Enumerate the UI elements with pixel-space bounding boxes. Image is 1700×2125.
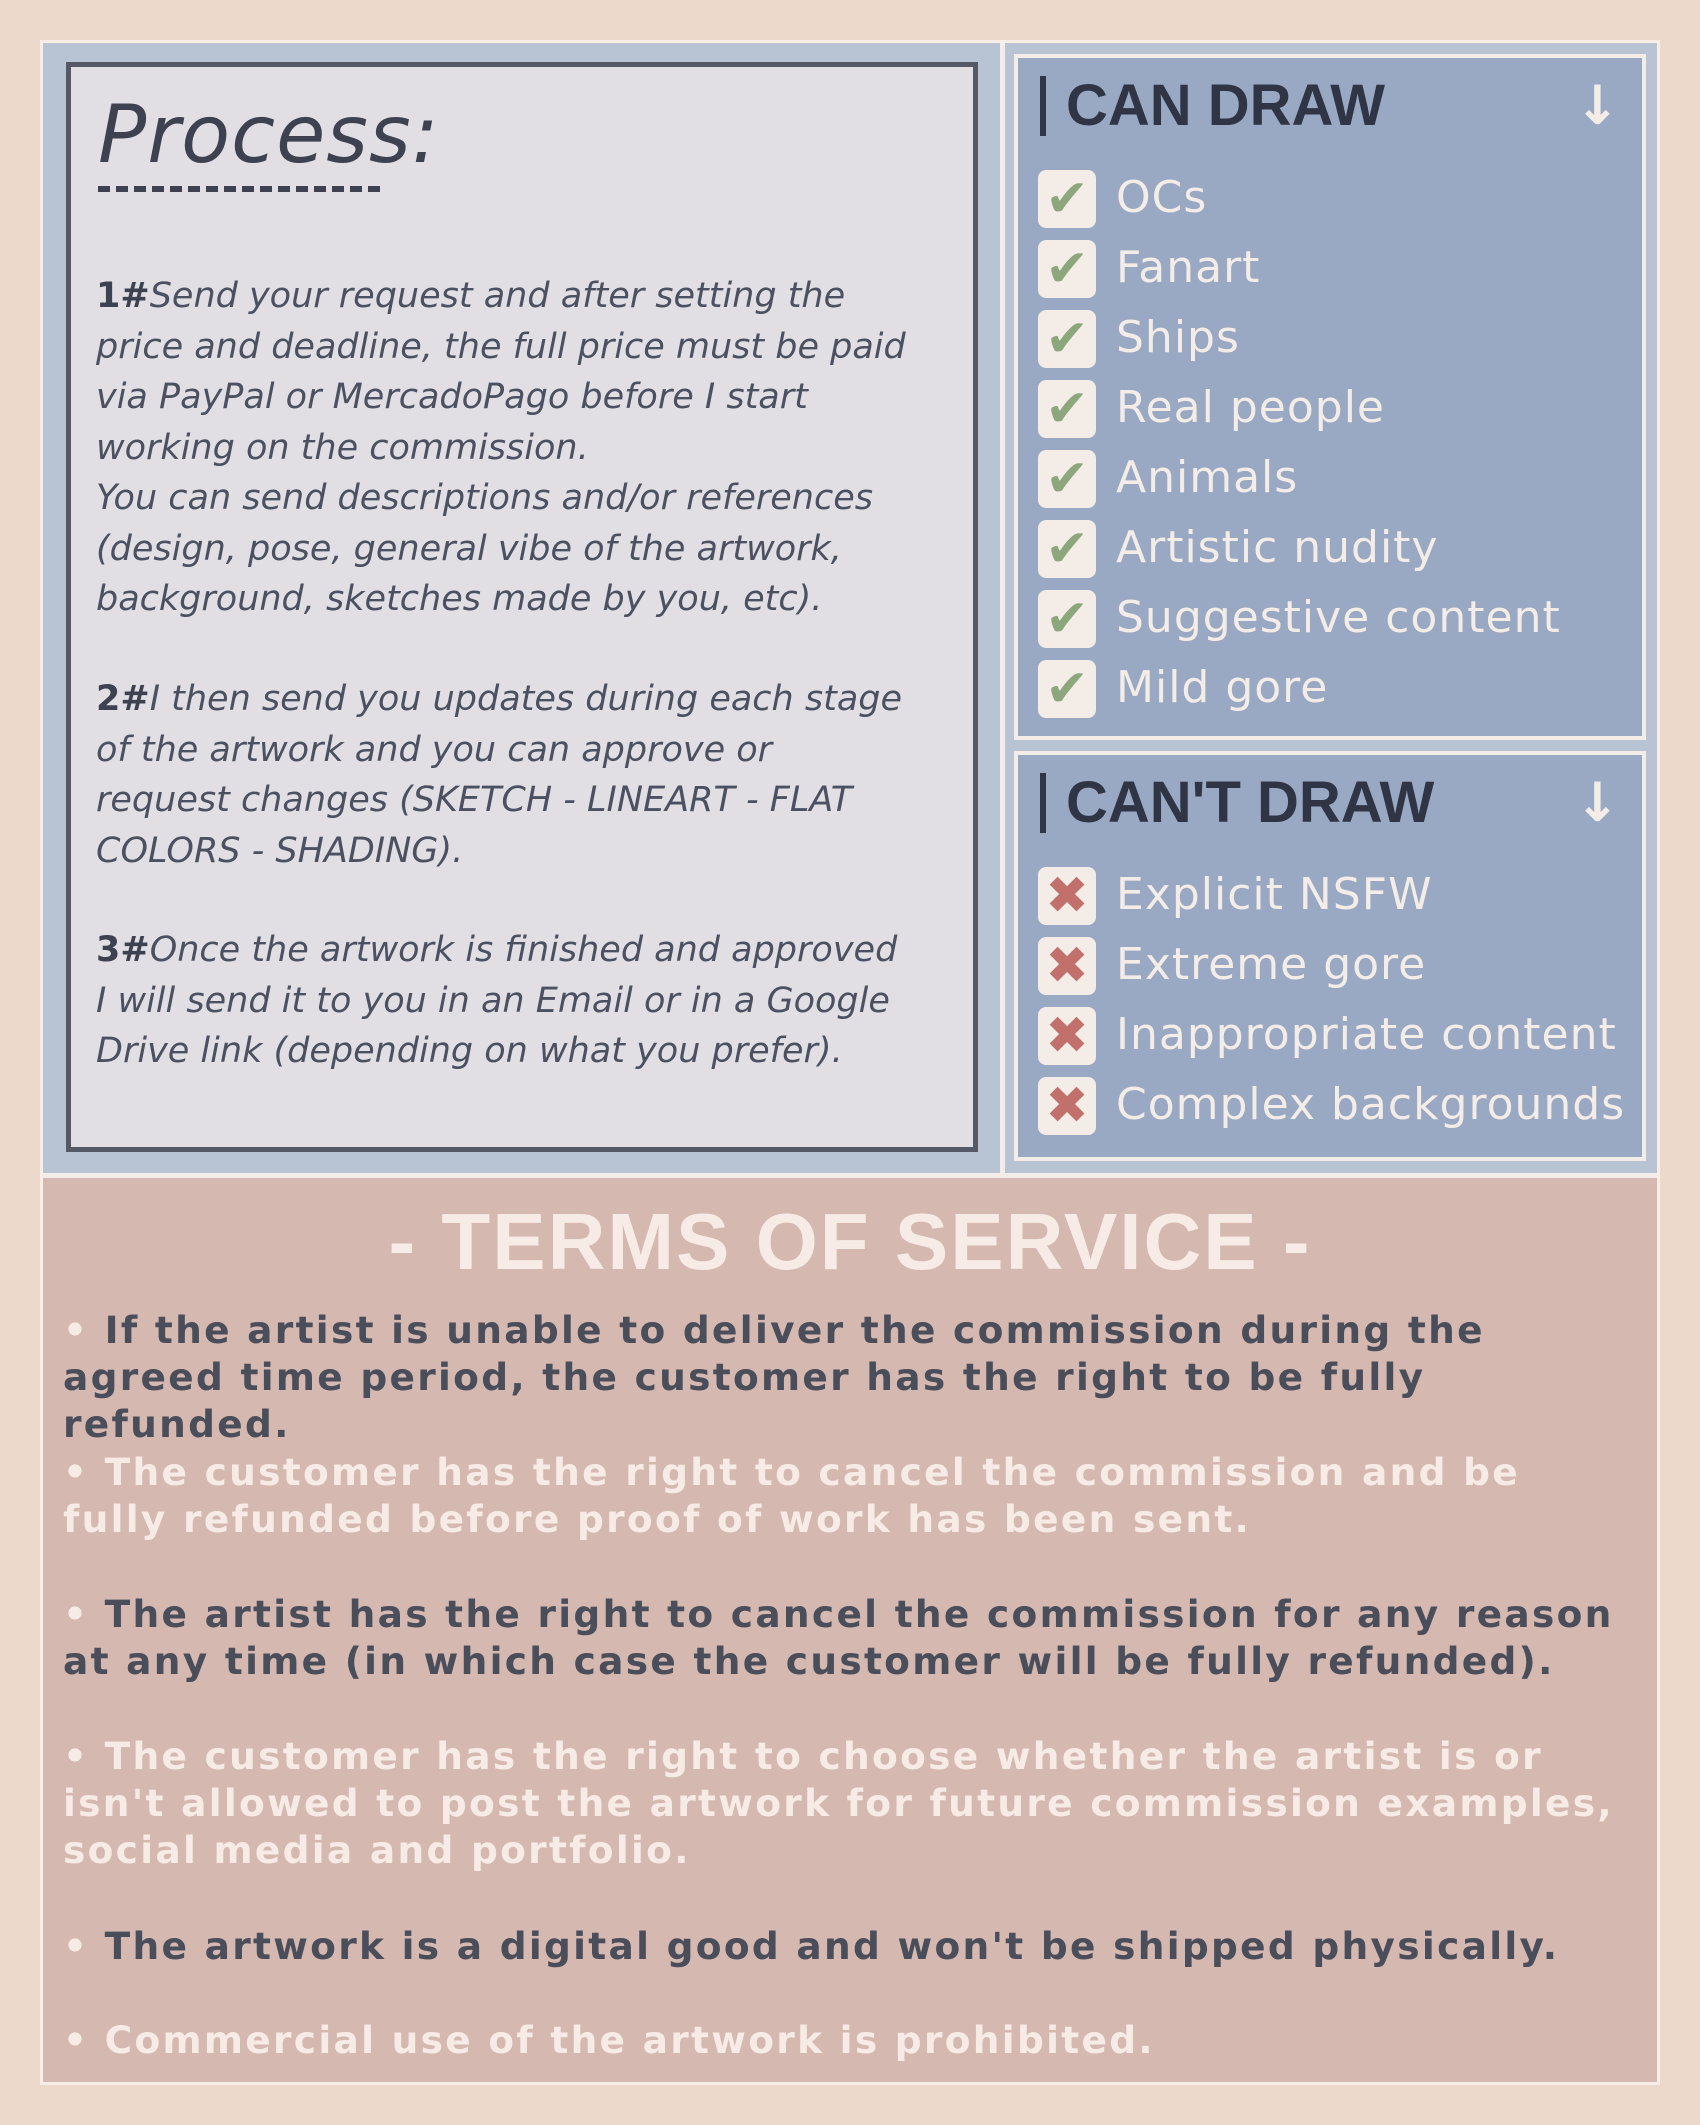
bullet-icon: • [63,1592,90,1636]
tos-item [63,1449,1623,1543]
checkbox-icon [1038,590,1096,648]
can-draw-item [1028,658,1640,720]
check-icon: ✔ [1045,659,1089,719]
step-text: Once the artwork is finished and approved I will send it to you in an Email or in a Google Drive link (depending on what you prefer). [96,930,898,1071]
item-label: Mild gore [1116,662,1329,713]
item-label: Explicit NSFW [1116,869,1433,920]
checkbox-icon [1038,660,1096,718]
checkbox-icon [1038,380,1096,438]
tos-item [63,1307,1623,1448]
can-draw-item [1028,168,1640,230]
item-label: Real people [1116,382,1385,433]
item-label: Extreme gore [1116,939,1427,990]
check-icon: ✔ [1045,449,1089,509]
cant-draw-item [1028,935,1640,997]
check-icon: ✔ [1045,519,1089,579]
cross-icon: ✖ [1045,1076,1089,1136]
bullet-icon: • [63,1734,90,1778]
tos-item-text: If the artist is unable to deliver the commission during the agreed time period, the customer has the right to be fully refunded. [63,1308,1485,1446]
checkbox-icon [1038,170,1096,228]
item-label: Animals [1116,452,1299,503]
checkbox-icon [1038,1007,1096,1065]
checkbox-icon [1038,240,1096,298]
cant-draw-item [1028,1005,1640,1067]
tos-item [63,1591,1623,1685]
can-draw-item [1028,378,1640,440]
bullet-icon: • [63,1450,90,1494]
process-step-1 [96,271,956,625]
process-step-3 [96,925,956,1077]
item-label: Ships [1116,312,1240,363]
step-number: 2# [96,679,150,719]
cross-icon: ✖ [1045,866,1089,926]
checkbox-icon [1038,520,1096,578]
process-step-2 [96,674,956,876]
item-label: Complex backgrounds [1116,1079,1626,1130]
tos-item-text: The artist has the right to cancel the commission for any reason at any time (in which case the customer will be fully refunded). [63,1592,1614,1683]
item-label: Artistic nudity [1116,522,1439,573]
can-draw-item [1028,238,1640,300]
can-draw-item [1028,588,1640,650]
tos-item-text: The artwork is a digital good and won't be shipped physically. [104,1924,1560,1968]
step-text: Send your request and after setting the price and deadline, the full price must be paid via PayPal or MercadoPago before I start working on the commission. You can send descriptions and/or references (design, pose, general vibe of the artwork, background, sketches made by you, etc). [96,276,906,619]
tos-item-text: The customer has the right to choose whether the artist is or isn't allowed to post the artwork for future commission examples, social media and portfolio. [63,1734,1614,1872]
can-draw-item [1028,448,1640,510]
process-title: Process: [98,88,440,181]
arrow-down-icon: ↓ [1574,74,1620,137]
tos-item [63,1923,1623,1970]
cant-draw-box [1014,751,1646,1161]
bullet-icon: • [63,1308,90,1352]
checkbox-icon [1038,937,1096,995]
item-label: OCs [1116,172,1208,223]
item-label: Inappropriate content [1116,1009,1617,1060]
step-number: 1# [96,276,150,316]
check-icon: ✔ [1045,589,1089,649]
item-label: Fanart [1116,242,1261,293]
bullet-icon: • [63,2018,90,2062]
tos-item [63,1733,1623,1874]
tos-item-text: The customer has the right to cancel the commission and be fully refunded before proof of work has been sent. [63,1450,1520,1541]
check-icon: ✔ [1045,309,1089,369]
item-label: Suggestive content [1116,592,1561,643]
cant-draw-title: CAN'T DRAW [1040,773,1434,833]
can-draw-item [1028,518,1640,580]
check-icon: ✔ [1045,169,1089,229]
checkbox-icon [1038,1077,1096,1135]
can-draw-item [1028,308,1640,370]
can-draw-title: CAN DRAW [1040,76,1385,136]
tos-title: - TERMS OF SERVICE - [388,1197,1312,1286]
cant-draw-item [1028,1075,1640,1137]
title-underline [98,186,380,192]
step-text: I then send you updates during each stage of the artwork and you can approve or request changes (SKETCH - LINEART - FLAT COLORS - SHADING). [96,679,903,871]
checkbox-icon [1038,867,1096,925]
checkbox-icon [1038,450,1096,508]
arrow-down-icon: ↓ [1574,771,1620,834]
step-number: 3# [96,930,150,970]
checkbox-icon [1038,310,1096,368]
cross-icon: ✖ [1045,1006,1089,1066]
check-icon: ✔ [1045,379,1089,439]
bullet-icon: • [63,1924,90,1968]
tos-item-text: Commercial use of the artwork is prohibited. [104,2018,1155,2062]
cant-draw-item [1028,865,1640,927]
can-draw-box [1014,54,1646,740]
check-icon: ✔ [1045,239,1089,299]
tos-item [63,2017,1623,2064]
cross-icon: ✖ [1045,936,1089,996]
